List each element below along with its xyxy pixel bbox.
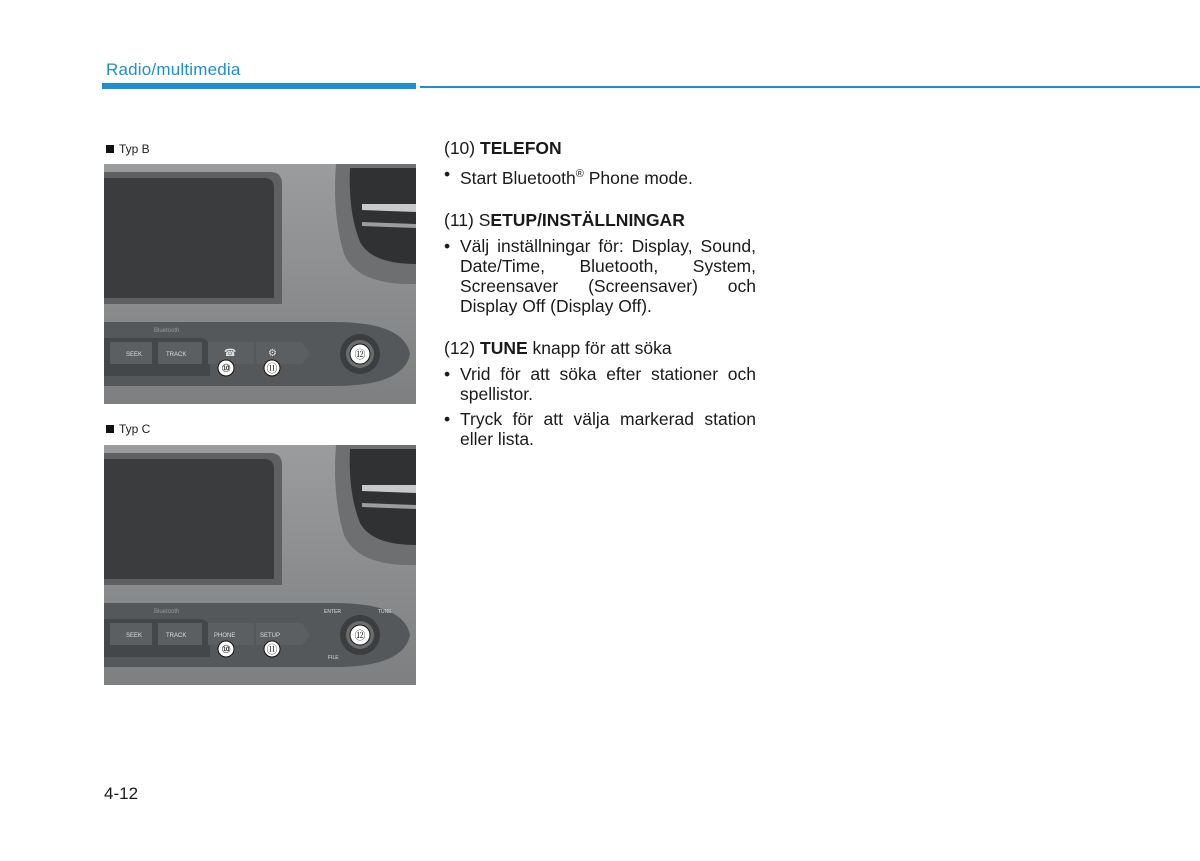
figure-caption-label: Typ B	[119, 142, 150, 156]
svg-text:ENTER: ENTER	[324, 609, 341, 615]
section-heading: (11) SETUP/INSTÄLLNINGAR	[444, 209, 685, 230]
bullet-item: • Välj inställningar för: Display, Sound, Date/Time, Bluetooth, System, Screensaver (Screensaver) och Display Off (Display Off).	[444, 235, 756, 316]
svg-text:TUNE: TUNE	[378, 609, 392, 615]
svg-text:⚙: ⚙	[268, 348, 277, 359]
header-rule-thick	[102, 83, 416, 89]
section-heading: (12) TUNE knapp för att söka	[444, 337, 672, 358]
svg-text:TRACK: TRACK	[166, 633, 187, 639]
dashboard-illustration-b	[104, 164, 416, 404]
caption-square-icon	[106, 425, 114, 433]
section-heading: (10) TELEFON	[444, 138, 562, 158]
caption-square-icon	[106, 145, 114, 153]
figure-caption-typ-c	[106, 422, 150, 436]
figure-typ-c	[104, 445, 416, 685]
svg-text:⑪: ⑪	[266, 362, 278, 375]
page-number: 4-12	[104, 784, 139, 803]
section-setup	[444, 210, 756, 316]
bullet-item: • Start Bluetooth® Phone mode.	[444, 164, 693, 188]
bullet-item: • Tryck för att välja markerad station eller lista.	[444, 408, 756, 449]
text-column	[444, 138, 756, 471]
header-title: Radio/multimedia	[106, 60, 241, 79]
svg-text:Bluetooth: Bluetooth	[154, 609, 180, 615]
figure-typ-b	[104, 164, 416, 404]
svg-text:SEEK: SEEK	[126, 633, 143, 639]
svg-text:⑪: ⑪	[266, 643, 278, 656]
svg-text:⑫: ⑫	[354, 348, 366, 361]
svg-text:Bluetooth: Bluetooth	[154, 328, 180, 334]
figure-caption-typ-b	[106, 142, 150, 156]
svg-text:SETUP: SETUP	[260, 633, 281, 639]
svg-text:☎: ☎	[224, 348, 237, 359]
svg-text:⑫: ⑫	[354, 629, 366, 642]
section-telefon	[444, 138, 756, 188]
svg-text:⑩: ⑩	[221, 643, 231, 656]
figure-caption-label: Typ C	[119, 422, 151, 436]
bullet-item: • Vrid för att söka efter stationer och spellistor.	[444, 363, 756, 404]
dashboard-illustration-c	[104, 445, 416, 685]
svg-text:⑩: ⑩	[221, 362, 231, 375]
svg-text:PHONE: PHONE	[214, 633, 236, 639]
svg-text:FILE: FILE	[328, 655, 339, 661]
header-rule-thin	[420, 86, 1200, 88]
section-tune	[444, 338, 756, 449]
svg-text:SEEK: SEEK	[126, 352, 143, 358]
svg-text:TRACK: TRACK	[166, 352, 187, 358]
